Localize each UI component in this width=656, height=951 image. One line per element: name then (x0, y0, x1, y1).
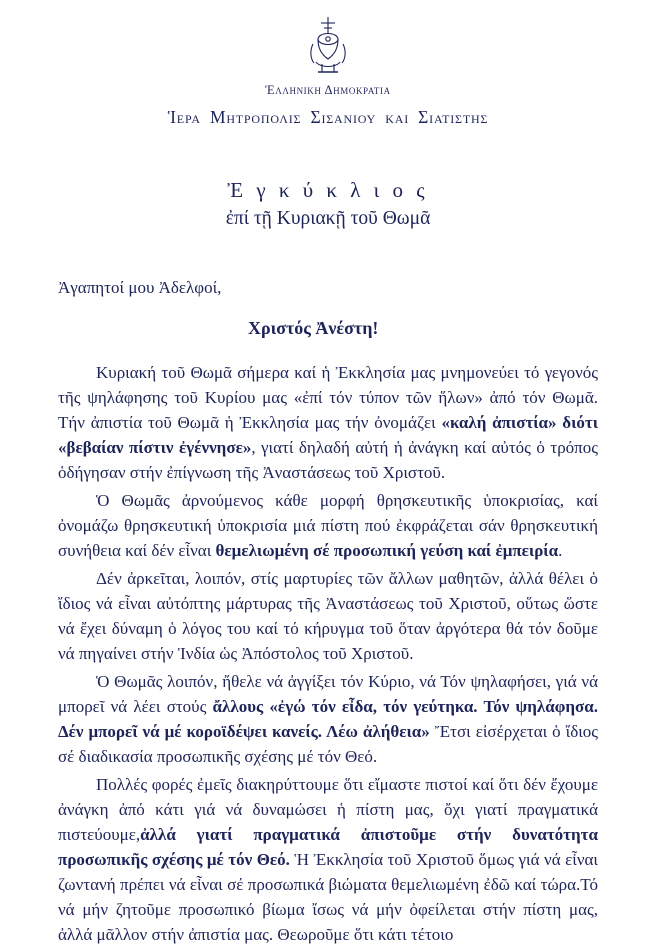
body-text: Ἡ Ἐκκλησία τοῦ Χριστοῦ ὅμως γιά νά εἶναι ζωντανή πρέπει νά εἶναι σέ προσωπικά βιώματα θεμελιωμένη ἐδῶ καί τώρα.Τό νά μήν ζητοῦμε προσωπικό βίωμα ἴσως νά μήν ὀφείλεται στήν πίστη μας, ἀλλά μᾶλλον στήν ἀπιστία μας. Θεωροῦμε ὅτι κάτι τέτοιο (58, 849, 598, 944)
body-text: . (558, 540, 563, 560)
paragraph (58, 773, 598, 948)
acclamation: Χριστός Ἀνέστη! (248, 318, 379, 338)
body-text: Κυριακή τοῦ Θωμᾶ σήμερα καί ἡ Ἐκκλησία μας μνημονεύει τό γεγονός τῆς ψηλάφησης τοῦ Κυρίου μας «ἐπί τόν τύπον τῶν ἥλων» ἀπό τόν Θωμᾶ. Τήν ἀπιστία τοῦ Θωμᾶ ἡ Ἐκκλησία μας τήν ὀνομάζει (58, 363, 598, 432)
emphasis-text: «καλή ἀπιστία» διότι «βεβαίαν πίστιν ἐγέννησε» (58, 412, 598, 457)
salutation: Ἀγαπητοί μου Ἀδελφοί, (58, 278, 222, 297)
body-text: Ἔτσι εἰσέρχεται ὁ ἴδιος σέ διαδικασία προσωπικῆς σχέσης μέ τόν Θεό. (58, 721, 598, 766)
body-text: Πολλές φορές ἐμεῖς διακηρύττουμε ὅτι εἴμαστε πιστοί καί ὅτι δέν ἔχουμε ἀνάγκη ἀπό κάτι γιά νά δυναμώσει ἡ πίστη μας, ὄχι γιατί πραγματικά πιστεύουμε, (58, 774, 598, 844)
emphasis-text: ἀλλά γιατί πραγματικά ἀπιστοῦμε στήν δυνατότητα προσωπικῆς σχέσης μέ τόν Θεό. (58, 824, 598, 869)
letter-body (58, 361, 598, 951)
body-text: , γιατί δηλαδή αὐτή ἡ ἀνάγκη καί αὐτός ὁ τρόπος ὁδήγησαν στήν ἐπίγνωση τῆς Ἀναστάσεως τοῦ Χριστοῦ. (58, 437, 598, 482)
paragraph (58, 489, 598, 564)
body-text: Ὁ Θωμᾶς λοιπόν, ἤθελε νά ἀγγίξει τόν Κύριο, νά Τόν ψηλαφήσει, γιά νά μπορεῖ νά λέει στούς (58, 671, 598, 716)
emphasis-text: ἄλλους «ἐγώ τόν εἶδα, τόν γεύτηκα. Τόν ψηλάφησα. Δέν μπορεῖ νά μέ κοροϊδέψει κανείς. Λέω ἀλήθεια» (58, 696, 598, 741)
paragraph (58, 361, 598, 486)
organization-country: Ἑλληνικη Δημοκρατια (265, 83, 391, 97)
crest-icon (58, 14, 598, 81)
organization-name: Ἱερα Μητροπολισ Σισανιου και Σιατιστησ (167, 107, 489, 127)
body-text: Δέν ἀρκεῖται, λοιπόν, στίς μαρτυρίες τῶν ἄλλων μαθητῶν, ἀλλά θέλει ὁ ἴδιος νά εἶναι αὐτόπτης μάρτυρας τῆς Ἀναστάσεως τοῦ Χριστοῦ, οὕτως ὥστε νά ἔχει δύναμη ὁ λόγος του καί τό κήρυγμα τοῦ ὅταν ἀργότερα θά τόν δοῦμε νά πηγαίνει στήν Ἰνδία ὡς Ἀπόστολος τοῦ Χριστοῦ. (58, 568, 598, 663)
emphasis-text: θεμελιωμένη σέ προσωπική γεύση καί ἐμπειρία (215, 540, 559, 560)
paragraph (58, 670, 598, 770)
page-title: Ἐ γ κ ύ κ λ ι ο ς (227, 178, 429, 202)
page-subtitle: ἐπί τῇ Κυριακῇ τοῦ Θωμᾶ (225, 208, 431, 229)
paragraph (58, 567, 598, 667)
body-text: Ὁ Θωμᾶς ἀρνούμενος κάθε μορφή θρησκευτικῆς ὑποκρισίας, καί ὀνομάζω θρησκευτική ὑποκρισία μιά πίστη πού ἐκφράζεται σάν θρησκευτική συνήθεια καί δέν εἶναι (58, 490, 598, 560)
